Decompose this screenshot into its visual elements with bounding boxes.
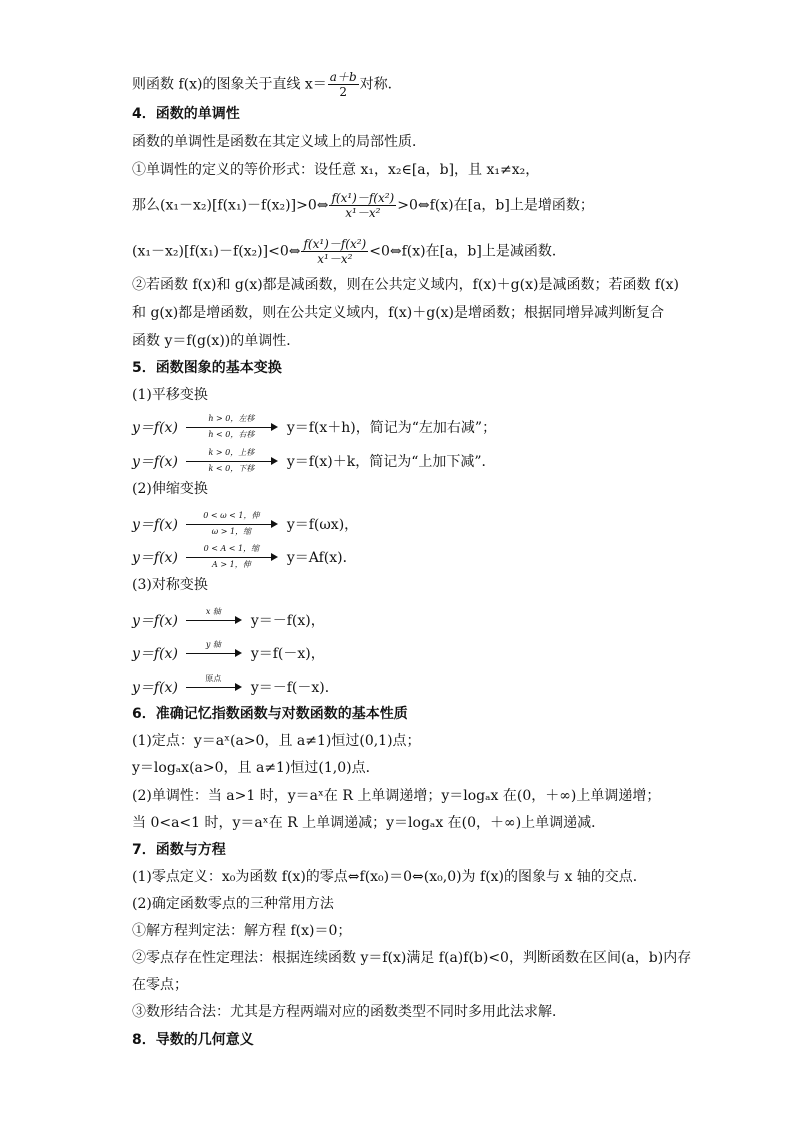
source-function: y＝f(x): [132, 454, 178, 470]
arrow-label-bottom: h < 0，右移: [208, 430, 255, 439]
section-5-heading: 5．函数图象的基本变换: [132, 360, 282, 376]
target-function: y＝f(x)＋k，简记为“上加下减”．: [286, 454, 496, 470]
arrow-shaft: [186, 427, 272, 428]
section-7-zero-definition: (1)零点定义：x₀为函数 f(x)的零点⇔f(x₀)＝0⇔(x₀,0)为 f(x)的图象与 x 轴的交点．: [132, 869, 647, 885]
fraction-numerator: a＋b: [329, 70, 357, 84]
arrow-head-icon: [235, 649, 242, 657]
arrow-head-icon: [271, 423, 278, 431]
section-8-heading: 8．导数的几何意义: [132, 1032, 254, 1048]
arrow-shaft: [186, 557, 272, 558]
fraction-numerator: f(x¹)－f(x²): [331, 191, 395, 205]
symmetry-subheading: (3)对称变换: [132, 577, 208, 593]
arrow-shaft: [186, 653, 236, 654]
arrow-label-bottom: k < 0，下移: [208, 464, 255, 473]
increasing-definition-line: [132, 191, 672, 220]
arrow-label-top: 0 < ω < 1，伸: [203, 511, 260, 520]
transform-row-horizontal-scale: [132, 510, 672, 540]
target-function: y＝f(x＋h)，简记为“左加右减”；: [286, 420, 497, 436]
section-6-monotonic-a-lt-1: 当 0<a<1 时，y＝aˣ在 R 上单调递减；y＝logₐx 在(0，＋∞)上单调递减．: [132, 815, 606, 831]
section-7-method-3: ③数形结合法：尤其是方程两端对应的函数类型不同时多用此法求解．: [132, 1004, 566, 1020]
section-7-methods-heading: (2)确定函数零点的三种常用方法: [132, 896, 334, 912]
transform-row-reflect-y-axis: [132, 639, 672, 669]
fraction-denominator: 2: [339, 85, 348, 99]
decreasing-text-pre: (x₁－x₂)[f(x₁)－f(x₂)]<0⇔: [132, 243, 301, 260]
arrow-head-icon: [235, 683, 242, 691]
arrow-shaft: [186, 687, 236, 688]
arrow-label-top: 原点: [205, 674, 222, 683]
transform-row-horizontal-shift: [132, 413, 672, 443]
source-function: y＝f(x): [132, 550, 178, 566]
arrow-shaft: [186, 620, 236, 621]
section-7-method-2-line-2: 在零点；: [132, 977, 188, 993]
arrow-head-icon: [271, 457, 278, 465]
section-7-method-1: ①解方程判定法：解方程 f(x)＝0；: [132, 923, 352, 939]
labeled-arrow: [186, 606, 242, 636]
section-6-heading: 6．准确记忆指数函数与对数函数的基本性质: [132, 706, 408, 722]
section-6-fixed-point-log: y＝logₐx(a>0，且 a≠1)恒过(1,0)点．: [132, 760, 380, 776]
section-4-intro: 函数的单调性是函数在其定义域上的局部性质．: [132, 134, 426, 150]
increasing-text-post: >0⇔f(x)在[a，b]上是增函数；: [397, 197, 594, 214]
section-7-method-2-line-1: ②零点存在性定理法：根据连续函数 y＝f(x)满足 f(a)f(b)<0，判断函数在区间(a，b)内存: [132, 950, 692, 966]
transform-row-reflect-x-axis: [132, 606, 672, 636]
target-function: y＝Af(x)．: [286, 550, 357, 566]
section-4-heading: 4．函数的单调性: [132, 106, 240, 122]
arrow-label-top: x 轴: [205, 607, 221, 616]
arrow-head-icon: [235, 616, 242, 624]
arrow-label-top: k > 0，上移: [208, 448, 255, 457]
source-function: y＝f(x): [132, 680, 178, 696]
section-4-item-2-line-2: 和 g(x)都是增函数，则在公共定义域内，f(x)＋g(x)是增函数；根据同增异减判断复合: [132, 305, 665, 321]
section-4-item-1: ①单调性的定义的等价形式：设任意 x₁，x₂∈[a，b]，且 x₁≠x₂，: [132, 162, 540, 178]
symmetry-line: [132, 70, 672, 99]
target-function: y＝－f(－x)．: [250, 680, 339, 696]
arrow-shaft: [186, 461, 272, 462]
transform-row-vertical-scale: [132, 543, 672, 573]
section-4-item-2-line-1: ②若函数 f(x)和 g(x)都是减函数，则在公共定义域内，f(x)＋g(x)是减函数；若函数 f(x): [132, 277, 679, 293]
labeled-arrow: [186, 543, 278, 573]
decreasing-definition-line: [132, 237, 672, 266]
section-7-heading: 7．函数与方程: [132, 842, 226, 858]
symmetry-text-pre: 则函数 f(x)的图象关于直线 x＝: [132, 76, 327, 93]
target-function: y＝－f(x)，: [250, 613, 325, 629]
labeled-arrow: [186, 673, 242, 703]
target-function: y＝f(－x)，: [250, 646, 325, 662]
arrow-label-bottom: A > 1，伸: [212, 560, 251, 569]
labeled-arrow: [186, 639, 242, 669]
source-function: y＝f(x): [132, 420, 178, 436]
scaling-subheading: (2)伸缩变换: [132, 481, 208, 497]
arrow-label-top: h > 0，左移: [208, 414, 255, 423]
labeled-arrow: [186, 413, 278, 443]
arrow-label-top: 0 < A < 1，缩: [203, 544, 260, 553]
source-function: y＝f(x): [132, 646, 178, 662]
labeled-arrow: [186, 510, 278, 540]
decreasing-text-post: <0⇔f(x)在[a，b]上是减函数．: [369, 243, 566, 260]
transform-row-vertical-shift: [132, 447, 672, 477]
fraction-a-plus-b-over-2: [328, 70, 359, 99]
arrow-head-icon: [271, 520, 278, 528]
fraction-denominator: x¹－x²: [345, 206, 381, 220]
increasing-text-pre: 那么(x₁－x₂)[f(x₁)－f(x₂)]>0⇔: [132, 197, 329, 214]
target-function: y＝f(ωx)，: [286, 517, 359, 533]
section-4-item-2-line-3: 函数 y＝f(g(x))的单调性．: [132, 333, 301, 349]
arrow-shaft: [186, 524, 272, 525]
difference-quotient-fraction: [301, 237, 368, 266]
difference-quotient-fraction: [329, 191, 396, 220]
arrow-head-icon: [271, 553, 278, 561]
labeled-arrow: [186, 447, 278, 477]
fraction-denominator: x¹－x²: [317, 252, 353, 266]
source-function: y＝f(x): [132, 613, 178, 629]
transform-row-reflect-origin: [132, 673, 672, 703]
translation-subheading: (1)平移变换: [132, 387, 208, 403]
section-6-fixed-point-exp: (1)定点：y＝aˣ(a>0，且 a≠1)恒过(0,1)点；: [132, 733, 421, 749]
source-function: y＝f(x): [132, 517, 178, 533]
symmetry-text-post: 对称．: [359, 76, 402, 93]
arrow-label-top: y 轴: [205, 640, 221, 649]
fraction-numerator: f(x¹)－f(x²): [303, 237, 367, 251]
arrow-label-bottom: ω > 1，缩: [211, 527, 252, 536]
section-6-monotonic-a-gt-1: (2)单调性：当 a>1 时，y＝aˣ在 R 上单调递增；y＝logₐx 在(0，＋∞)上单调递增；: [132, 788, 661, 804]
